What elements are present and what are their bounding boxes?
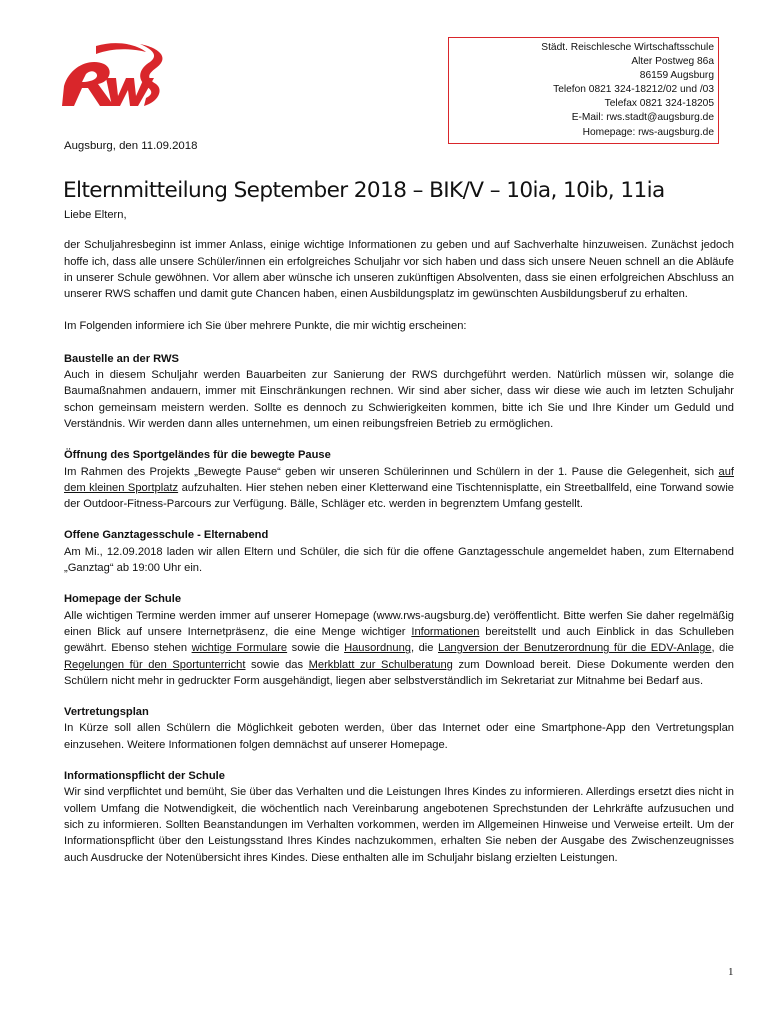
section-text bbox=[64, 464, 734, 513]
text-run: aufzuhalten. Hier stehen neben einer Kletterwand eine Tischtennisplatte, ein Streetballfeld, eine Torwand sowie der Outdoor-Fitness-Parcours zur Verfügung. Bälle, Schläger etc. werden in begrenztem Umfang gestellt. bbox=[64, 481, 735, 511]
address-phone: Telefon 0821 324-18212/02 und /03 bbox=[553, 84, 714, 96]
section-text: In Kürze soll allen Schülern die Möglichkeit geboten werden, über das Internet oder eine Smartphone-App den Vertretungsplan einzusehen. Weitere Informationen folgen demnächst auf unserer Homepage. bbox=[64, 722, 734, 751]
letter-body bbox=[64, 207, 734, 881]
link-sportunterricht[interactable]: Regelungen für den Sportunterricht bbox=[64, 658, 246, 671]
section-heading: Homepage der Schule bbox=[64, 593, 182, 606]
section-heading: Offene Ganztagesschule - Elternabend bbox=[64, 529, 269, 542]
text-run: Alle wichtigen Termine werden immer auf unserer Homepage (www.rws-augsburg.de) veröffentlicht. Bitte werfen Sie daher regelmäßig einen Blick auf unsere Internetpräsenz, die eine Menge wichtiger bbox=[64, 609, 734, 638]
address-street: Alter Postweg 86a bbox=[631, 56, 714, 68]
section-ganztagesschule bbox=[64, 527, 734, 576]
section-text bbox=[64, 608, 734, 689]
section-informationspflicht bbox=[64, 768, 734, 866]
text-run: sowie das bbox=[245, 658, 309, 671]
address-box bbox=[448, 37, 719, 144]
intro-paragraph: der Schuljahresbeginn ist immer Anlass, einige wichtige Informationen zu geben und auf Sachverhalte hinzuweisen. Zunächst jedoch hoffe ich, dass alle unsere Schüler/innen ein erfolgreiches Schuljahr vor sich haben und dass sich unsere Neuen schnell an die Abläufe in unserer Schule gewöhnen. Vor allem aber wünsche ich unseren zukünftigen Absolventen, dass sie einen erfolgreichen Abschluss an unserer RWS schaffen und damit gute Chancen haben, einen Ausbildungsplatz im gewünschten Ausbildungsberuf zu erhalten. bbox=[64, 239, 734, 301]
rws-logo bbox=[60, 42, 172, 118]
page-number: 1 bbox=[728, 966, 734, 978]
greeting: Liebe Eltern, bbox=[64, 209, 127, 221]
section-sportgelaende bbox=[64, 447, 734, 512]
section-homepage bbox=[64, 591, 734, 689]
section-baustelle bbox=[64, 351, 734, 432]
text-run: bereitstellt und auch Einblick in das Schulleben gewährt. Ebenso stehen bbox=[64, 625, 734, 655]
text-run: zum Download bereit. Diese Dokumente werden den Schülern nicht mehr in gedruckter Form ausgehändigt, liegen aber selbstverständlich im Sekretariat zur Mitnahme bei Bedarf aus. bbox=[64, 658, 734, 687]
link-schulberatung[interactable]: Merkblatt zur Schulberatung bbox=[308, 658, 453, 671]
letter-date: Augsburg, den 11.09.2018 bbox=[64, 140, 198, 152]
link-informationen[interactable]: Informationen bbox=[411, 625, 480, 638]
text-run: , die bbox=[410, 642, 438, 655]
section-heading: Vertretungsplan bbox=[64, 706, 149, 719]
address-school: Städt. Reischlesche Wirtschaftsschule bbox=[541, 42, 714, 53]
section-text: Am Mi., 12.09.2018 laden wir allen Eltern und Schüler, die sich für die offene Ganztagesschule angemeldet haben, zum Elternabend „Ganztag“ ab 19:00 Uhr ein. bbox=[64, 545, 734, 575]
address-email[interactable]: E-Mail: rws.stadt@augsburg.de bbox=[571, 112, 714, 124]
text-run: sowie die bbox=[287, 642, 345, 655]
section-heading: Informationspflicht der Schule bbox=[64, 770, 225, 783]
link-sportplatz[interactable]: auf dem kleinen Sportplatz bbox=[64, 465, 734, 494]
section-heading: Baustelle an der RWS bbox=[64, 352, 179, 365]
address-homepage[interactable]: Homepage: rws-augsburg.de bbox=[582, 126, 714, 138]
address-fax: Telefax 0821 324-18205 bbox=[604, 98, 714, 110]
section-text: Auch in diesem Schuljahr werden Bauarbeiten zur Sanierung der RWS durchgeführt werden. Natürlich müssen wir, solange die Baumaßnahmen andauern, immer mit Einschränkungen rechnen. Wir sind aber sicher, dass wir diese wie auch im letzten Schuljahr schon gemeinsam meistern werden. Sollte es dennoch zu Schwierigkeiten kommen, bitte ich Sie und Ihre Kinder um Geduld und Verständnis. Wir werden dann alles unternehmen, um einen reibungsfreien Betrieb zu ermöglichen. bbox=[64, 369, 734, 430]
link-formulare[interactable]: wichtige Formulare bbox=[191, 642, 288, 655]
lead-paragraph: Im Folgenden informiere ich Sie über mehrere Punkte, die mir wichtig erscheinen: bbox=[64, 320, 467, 333]
section-heading: Öffnung des Sportgeländes für die bewegte Pause bbox=[64, 449, 331, 462]
page-title: Elternmitteilung September 2018 – BIK/V – 10ia, 10ib, 11ia bbox=[63, 178, 665, 203]
text-run: Im Rahmen des Projekts „Bewegte Pause“ geben wir unseren Schülerinnen und Schülern in der 1. Pause die Gelegenheit, sich bbox=[64, 465, 719, 478]
text-run: , die bbox=[711, 642, 734, 655]
section-vertretungsplan bbox=[64, 704, 734, 753]
section-text: Wir sind verpflichtet und bemüht, Sie über das Verhalten und die Leistungen Ihres Kindes zu informieren. Allerdings ersetzt dies nicht in vollem Umfang die Notwendigkeit, die wöchentlich nach Vereinbarung angebotenen Sprechstunden der Lehrkräfte aufzusuchen und sich zu informieren. Sollten Beanstandungen im Verhalten vorkommen, werden im Allgemeinen Hinweise und Verweise erteilt. Um der Informationspflicht über den Leistungsstand Ihres Kindes nachzukommen, erhalten Sie neben der Ausgabe des Zwischenzeugnisses auch Ausdrucke der Notenübersicht ihres Kindes. Diese enthalten alle im Schuljahr bislang erzielten Leistungen. bbox=[64, 786, 734, 864]
link-benutzerordnung[interactable]: Langversion der Benutzerordnung für die EDV-Anlage bbox=[438, 642, 712, 655]
address-city: 86159 Augsburg bbox=[639, 70, 714, 82]
link-hausordnung[interactable]: Hausordnung bbox=[344, 642, 411, 655]
